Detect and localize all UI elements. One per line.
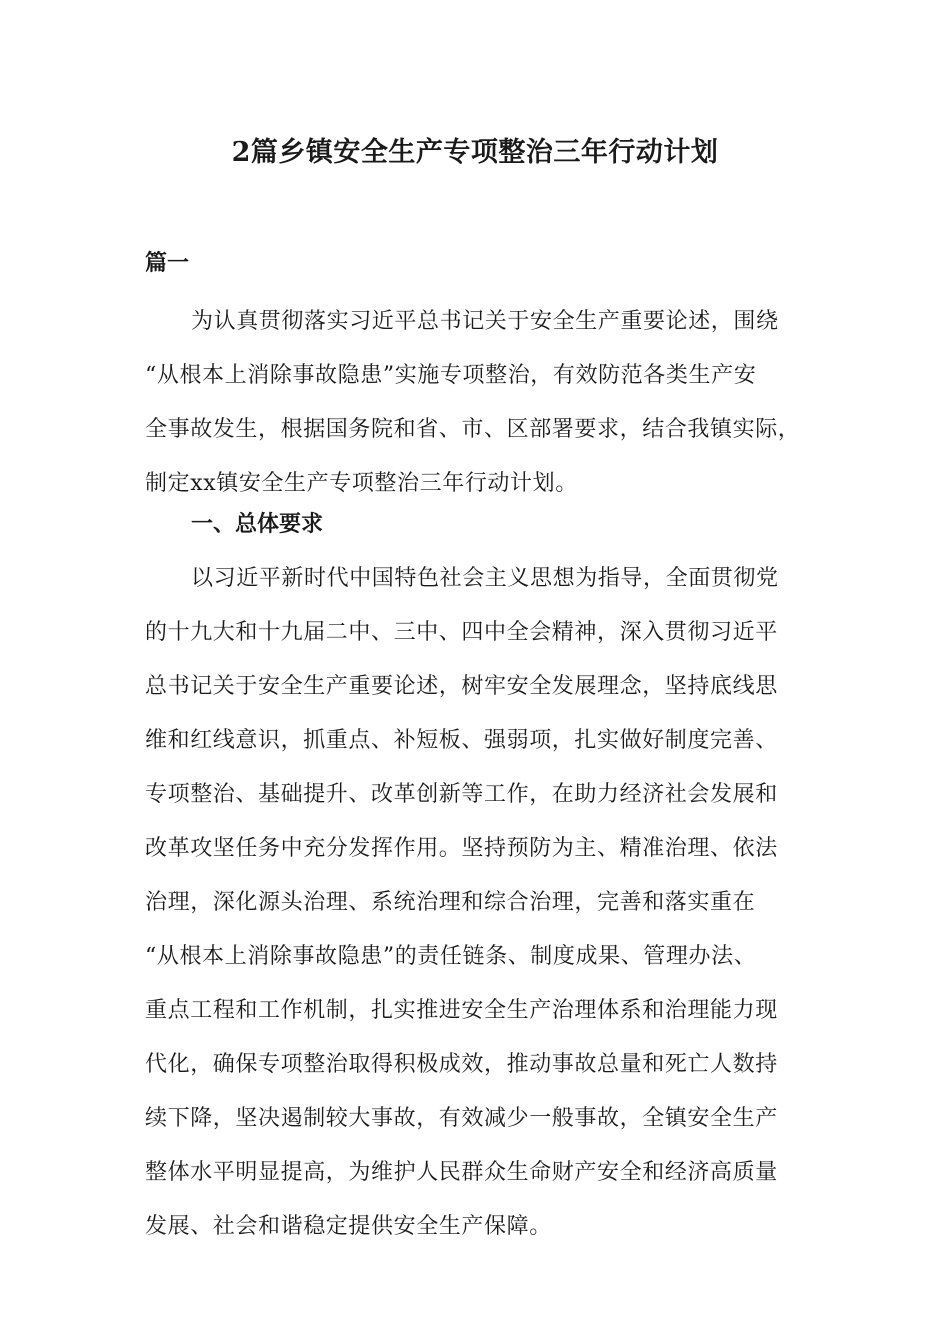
paragraph-line: 总书记关于安全生产重要论述，树牢安全发展理念，坚持底线思	[145, 674, 778, 699]
paragraph-line: 为认真贯彻落实习近平总书记关于安全生产重要论述，围绕	[191, 309, 779, 334]
paragraph-line: 续下降，坚决遏制较大事故，有效减少一般事故，全镇安全生产	[145, 1106, 778, 1131]
paragraph-line: 以习近平新时代中国特色社会主义思想为指导，全面贯彻党	[191, 566, 779, 591]
document-title: 2篇乡镇安全生产专项整治三年行动计划	[231, 137, 719, 168]
paragraph-line: 整体水平明显提高，为维护人民群众生命财产安全和经济高质量	[145, 1160, 778, 1185]
paragraph-line: 专项整治、基础提升、改革创新等工作，在助力经济社会发展和	[145, 782, 778, 807]
paragraph-line: 发展、社会和谐稳定提供安全生产保障。	[145, 1214, 552, 1239]
paragraph-line: 治理，深化源头治理、系统治理和综合治理，完善和落实重在	[145, 890, 756, 915]
paragraph-line: 的十九大和十九届二中、三中、四中全会精神，深入贯彻习近平	[145, 620, 778, 645]
paragraph-line: 制定xx镇安全生产专项整治三年行动计划。	[145, 471, 578, 496]
paragraph-line: 重点工程和工作机制，扎实推进安全生产治理体系和治理能力现	[145, 998, 778, 1023]
paragraph-line: “从根本上消除事故隐患”实施专项整治，有效防范各类生产安	[145, 363, 757, 388]
section-heading: 一、总体要求	[191, 511, 324, 537]
part-label: 篇一	[145, 250, 190, 276]
paragraph-line: 维和红线意识，抓重点、补短板、强弱项，扎实做好制度完善、	[145, 728, 778, 753]
paragraph-line: 改革攻坚任务中充分发挥作用。坚持预防为主、精准治理、依法	[145, 836, 778, 861]
paragraph-line: “从根本上消除事故隐患”的责任链条、制度成果、管理办法、	[145, 944, 757, 969]
paragraph-line: 代化，确保专项整治取得积极成效，推动事故总量和死亡人数持	[145, 1052, 778, 1077]
paragraph-line: 全事故发生，根据国务院和省、市、区部署要求，结合我镇实际，	[145, 417, 801, 442]
intro-paragraph	[145, 295, 815, 511]
body-paragraph	[145, 552, 815, 1254]
